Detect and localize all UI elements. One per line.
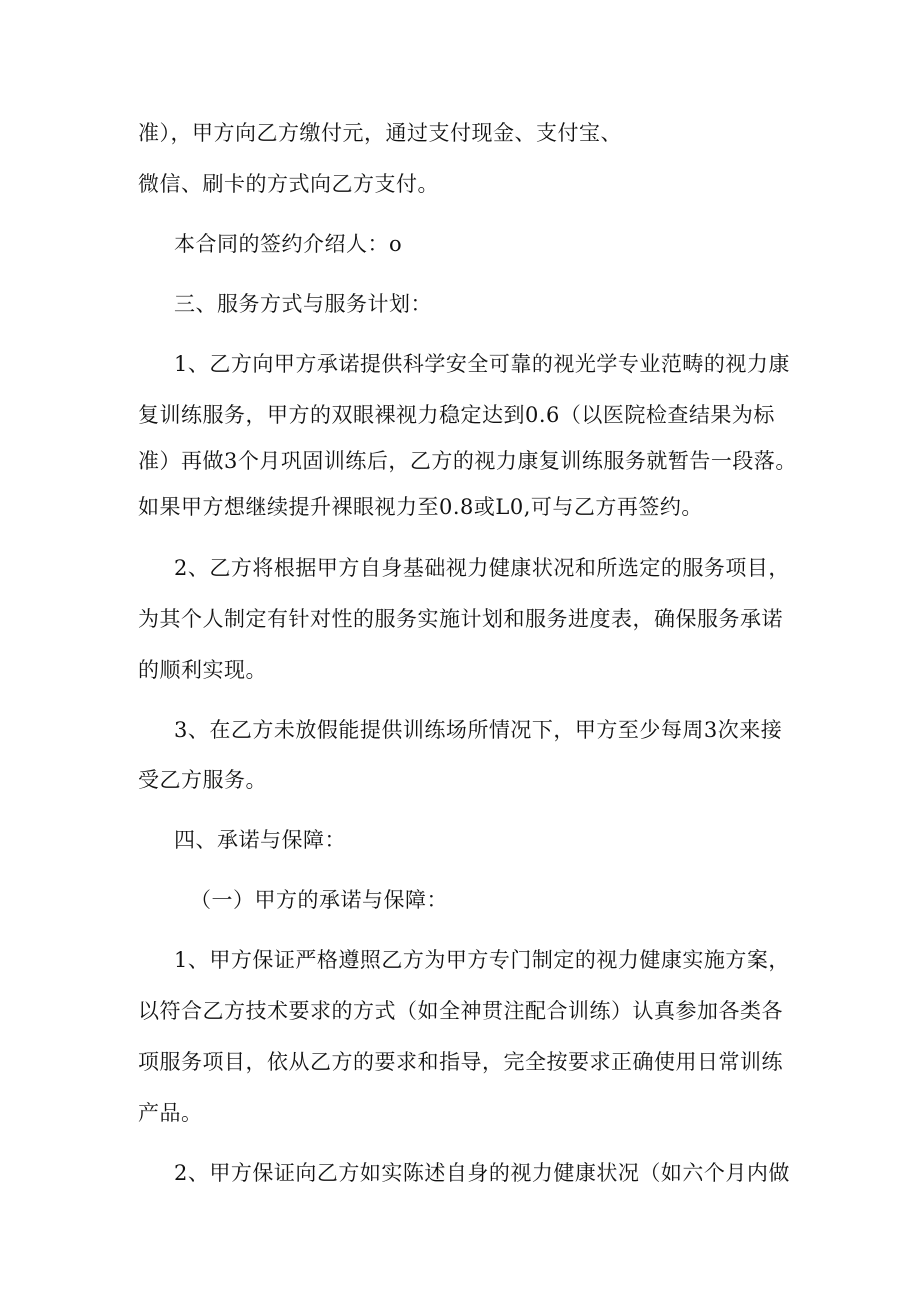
- signing-introducer-line: 本合同的签约介绍人：o: [174, 232, 403, 256]
- text-line: 1、甲方保证严格遵照乙方为甲方专门制定的视力健康实施方案，: [174, 948, 790, 972]
- text-line: 复训练服务，甲方的双眼裸视力稳定达到0.6（以医院检查结果为标: [138, 403, 775, 427]
- text-line: 3、在乙方未放假能提供训练场所情况下，甲方至少每周3次来接: [174, 718, 783, 742]
- text-line: 2、乙方将根据甲方自身基础视力健康状况和所选定的服务项目，: [174, 556, 790, 580]
- section-heading-service: 三、服务方式与服务计划：: [174, 292, 432, 316]
- text-line: 准），甲方向乙方缴付元，通过支付现金、支付宝、: [138, 121, 622, 145]
- section-heading-commitments: 四、承诺与保障：: [174, 828, 346, 852]
- text-line: 1、乙方向甲方承诺提供科学安全可靠的视光学专业范畴的视力康: [174, 352, 790, 376]
- text-line: 项服务项目，依从乙方的要求和指导，完全按要求正确使用日常训练: [138, 1050, 783, 1074]
- subsection-heading-party-a: （一）甲方的承诺与保障：: [190, 888, 448, 912]
- text-line: 准）再做3个月巩固训练后，乙方的视力康复训练服务就暂告一段落。: [138, 449, 797, 473]
- text-line: 微信、刷卡的方式向乙方支付。: [138, 172, 439, 196]
- text-line: 2、甲方保证向乙方如实陈述自身的视力健康状况（如六个月内做: [174, 1161, 790, 1185]
- text-line: 如果甲方想继续提升裸眼视力至0.8或L0,可与乙方再签约。: [138, 495, 703, 519]
- text-line: 受乙方服务。: [138, 768, 267, 792]
- text-line: 的顺利实现。: [138, 658, 267, 682]
- text-line: 为其个人制定有针对性的服务实施计划和服务进度表，确保服务承诺: [138, 607, 783, 631]
- text-line: 产品。: [138, 1101, 203, 1125]
- text-line: 以符合乙方技术要求的方式（如全神贯注配合训练）认真参加各类各: [138, 999, 783, 1023]
